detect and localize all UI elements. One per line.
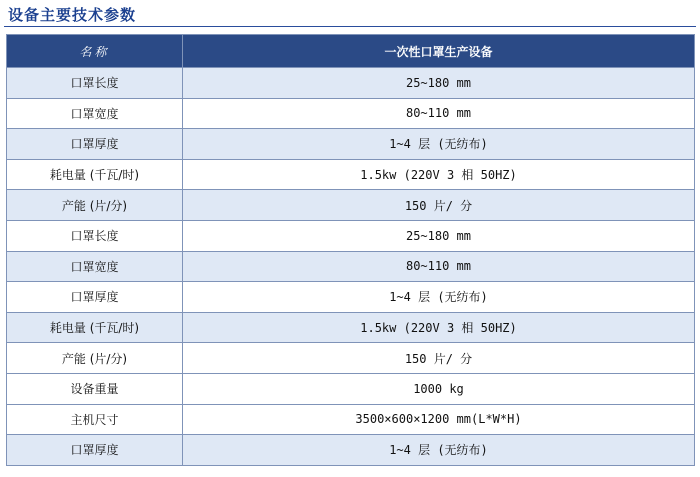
table-row (7, 282, 695, 313)
table-row (7, 251, 695, 282)
table-header-row (7, 35, 695, 68)
param-value-cell: 80~110 mm (183, 251, 695, 282)
header-name-cell: 名称 (7, 35, 183, 68)
param-name-cell: 口罩长度 (7, 68, 183, 99)
spec-table (6, 34, 695, 466)
param-value-cell: 1~4 层 (无纺布) (183, 282, 695, 313)
param-value-cell: 3500×600×1200 mm(L*W*H) (183, 404, 695, 435)
table-row (7, 343, 695, 374)
param-name-cell: 口罩长度 (7, 220, 183, 251)
table-row (7, 435, 695, 466)
table-row (7, 312, 695, 343)
table-row (7, 190, 695, 221)
param-value-cell: 80~110 mm (183, 98, 695, 129)
header-value-cell: 一次性口罩生产设备 (183, 35, 695, 68)
param-name-cell: 口罩宽度 (7, 251, 183, 282)
param-value-cell: 1.5kw (220V 3 相 50HZ) (183, 312, 695, 343)
title-divider (4, 26, 696, 27)
param-name-cell: 口罩厚度 (7, 435, 183, 466)
param-name-cell: 产能 (片/分) (7, 343, 183, 374)
param-value-cell: 1~4 层 (无纺布) (183, 129, 695, 160)
param-name-cell: 设备重量 (7, 373, 183, 404)
param-value-cell: 150 片/ 分 (183, 343, 695, 374)
param-name-cell: 耗电量 (千瓦/时) (7, 312, 183, 343)
param-name-cell: 口罩厚度 (7, 129, 183, 160)
table-row (7, 129, 695, 160)
table-row (7, 373, 695, 404)
table-row (7, 98, 695, 129)
param-value-cell: 150 片/ 分 (183, 190, 695, 221)
param-value-cell: 25~180 mm (183, 220, 695, 251)
param-value-cell: 25~180 mm (183, 68, 695, 99)
table-row (7, 220, 695, 251)
param-value-cell: 1000 kg (183, 373, 695, 404)
param-name-cell: 主机尺寸 (7, 404, 183, 435)
param-name-cell: 口罩宽度 (7, 98, 183, 129)
param-value-cell: 1~4 层 (无纺布) (183, 435, 695, 466)
table-row (7, 159, 695, 190)
page-title: 设备主要技术参数 (8, 6, 137, 24)
table-row (7, 404, 695, 435)
param-name-cell: 产能 (片/分) (7, 190, 183, 221)
param-name-cell: 口罩厚度 (7, 282, 183, 313)
param-value-cell: 1.5kw (220V 3 相 50HZ) (183, 159, 695, 190)
table-row (7, 68, 695, 99)
param-name-cell: 耗电量 (千瓦/时) (7, 159, 183, 190)
